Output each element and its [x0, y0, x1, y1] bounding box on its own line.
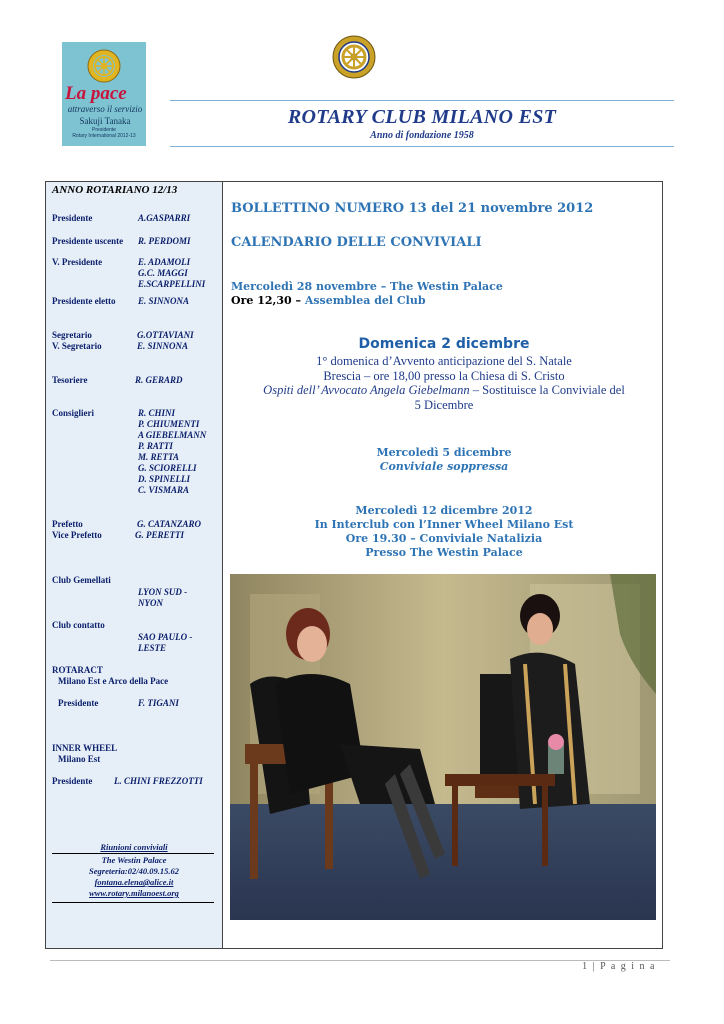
event4-location: Presso The Westin Palace [365, 546, 523, 559]
role-name: R. GERARD [135, 375, 183, 385]
la-pace-logo [62, 42, 146, 146]
event3-date: Mercoledì 5 dicembre [376, 446, 512, 459]
role-label: Vice Prefetto [52, 530, 102, 540]
rotary-emblem-icon [332, 33, 376, 81]
meetings-web-link[interactable]: www.rotary.milanoest.org [89, 888, 179, 898]
club-contatto-label: Club contatto [52, 620, 105, 630]
event2-title: Domenica 2 dicembre [358, 336, 530, 352]
role-name: A GIEBELMANN [138, 430, 207, 440]
role-name: R. CHINI [138, 408, 176, 418]
event2-line3 [228, 383, 660, 398]
meetings-title: Riunioni conviviali [100, 842, 168, 852]
inner-wheel-president-label: Presidente [52, 776, 93, 786]
role-label: Tesoriere [52, 375, 88, 385]
logo-name: Sakuji Tanaka [79, 116, 131, 126]
role-name: G. PERETTI [135, 530, 185, 540]
role-name: R. PERDOMI [138, 236, 191, 246]
role-name: E.SCARPELLINI [138, 279, 206, 289]
club-contatto-value: LESTE [138, 643, 167, 653]
meetings-place: The Westin Palace [101, 855, 167, 865]
event1-description: Assemblea del Club [304, 294, 426, 307]
event1-date: Mercoledì 28 novembre – The Westin Palace [231, 280, 503, 293]
club-gemellati-value: LYON SUD - [138, 587, 188, 597]
role-name: A.GASPARRI [138, 213, 191, 223]
sidebar-heading: ANNO ROTARIANO 12/13 [52, 184, 178, 196]
club-gemellati-label: Club Gemellati [52, 575, 111, 585]
event-photo [230, 574, 656, 920]
role-name: M. RETTA [138, 452, 180, 462]
logo-role [64, 127, 144, 139]
role-label: Consiglieri [52, 408, 94, 418]
logo-org-line: Rotary International 2012-13 [72, 133, 136, 139]
role-label: Presidente [52, 213, 93, 223]
event2-line2: Brescia – ore 18,00 presso la Chiesa di S. Cristo [323, 369, 565, 383]
role-label: Segretario [52, 330, 92, 340]
role-name: E. ADAMOLI [138, 257, 191, 267]
rotaract-president: F. TIGANI [138, 698, 179, 708]
event1-time-prefix: Ore 12,30 – [231, 294, 305, 307]
event4-time: Ore 19.30 – Conviviale Natalizia [345, 532, 543, 545]
logo-subtitle: attraverso il servizio [67, 104, 143, 114]
inner-wheel-label: INNER WHEEL [52, 743, 118, 753]
role-name: G.C. MAGGI [138, 268, 188, 278]
event2-line1: 1° domenica d’Avvento anticipazione del S. Natale [316, 354, 572, 368]
meetings-rule-bottom [52, 902, 214, 903]
rotaract-label: ROTARACT [52, 665, 103, 675]
role-label: Presidente uscente [52, 236, 124, 246]
role-label: V. Segretario [52, 341, 102, 351]
role-label: Presidente eletto [52, 296, 116, 306]
role-label: Prefetto [52, 519, 83, 529]
inner-wheel-sub: Milano Est [58, 754, 101, 764]
header-top-rule [170, 100, 674, 101]
meetings-phone: Segreteria:02/40.09.15.62 [89, 866, 179, 876]
role-name: G. SCIORELLI [138, 463, 197, 473]
role-name: E. SINNONA [138, 296, 190, 306]
role-name: G. CATANZARO [137, 519, 202, 529]
calendar-heading: CALENDARIO DELLE CONVIVIALI [231, 235, 482, 250]
rotaract-sub: Milano Est e Arco della Pace [58, 676, 169, 686]
page-number: 1 | P a g i n a [582, 961, 656, 972]
rotary-wheel-icon [86, 48, 122, 84]
header-bottom-rule [170, 146, 674, 147]
page-subtitle: Anno di fondazione 1958 [370, 130, 474, 141]
role-name: P. RATTI [138, 441, 173, 451]
event4-interclub: In Interclub con l’Inner Wheel Milano Est [314, 518, 574, 531]
role-name: C. VISMARA [138, 485, 190, 495]
role-label: V. Presidente [52, 257, 103, 267]
logo-role-line: Presidente [92, 127, 116, 133]
meetings-rule-top [52, 853, 214, 854]
role-name: E. SINNONA [137, 341, 189, 351]
club-gemellati-value: NYON [138, 598, 163, 608]
page-title: ROTARY CLUB MILANO EST [287, 106, 557, 128]
event4-date: Mercoledì 12 dicembre 2012 [355, 504, 533, 517]
role-name: P. CHIUMENTI [138, 419, 200, 429]
role-name: G.OTTAVIANI [137, 330, 194, 340]
bulletin-title: BOLLETTINO NUMERO 13 del 21 novembre 2012 [231, 201, 594, 216]
event2-hosts: Ospiti dell’ Avvocato Angela Giebelmann [263, 383, 470, 397]
sidebar-divider [222, 182, 223, 948]
rotaract-president-label: Presidente [58, 698, 99, 708]
event1-time [231, 294, 426, 307]
event2-line4: 5 Dicembre [414, 398, 474, 412]
inner-wheel-president: L. CHINI FREZZOTTI [114, 776, 203, 786]
role-name: D. SPINELLI [138, 474, 191, 484]
event2-note: – Sostituisce la Conviviale del [469, 383, 625, 397]
club-contatto-value: SAO PAULO - [138, 632, 193, 642]
meetings-email-link[interactable]: fontana.elena@alice.it [94, 877, 174, 887]
logo-title: La pace [65, 83, 127, 104]
event3-note: Conviviale soppressa [379, 460, 509, 473]
